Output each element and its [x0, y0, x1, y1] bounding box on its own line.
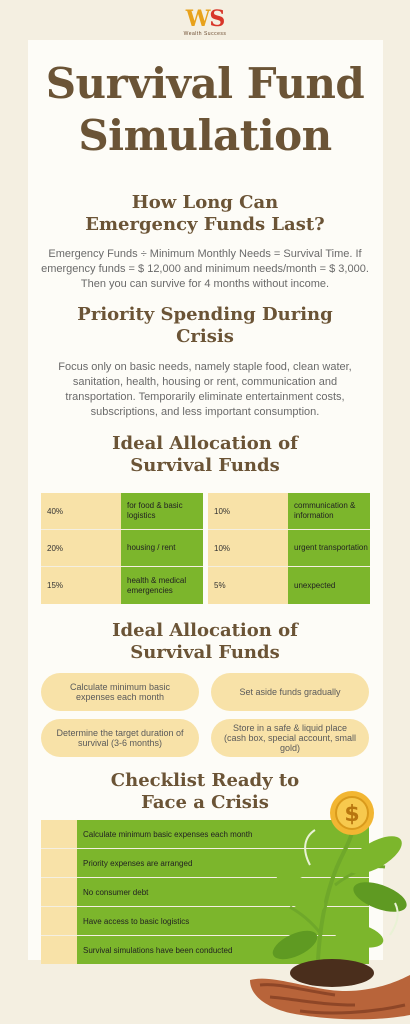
table-row [208, 567, 370, 604]
allocation-percent: 15% [41, 567, 121, 604]
section4-heading [0, 620, 410, 664]
section4-heading-line2: Survival Funds [130, 642, 280, 663]
page-title [0, 58, 410, 162]
allocation-label: communication & information [288, 493, 370, 529]
brand-logo [0, 8, 410, 37]
section3-heading-line1: Ideal Allocation of [112, 433, 298, 454]
allocation-label: for food & basic logistics [121, 493, 203, 529]
step-pill: Store in a safe & liquid place (cash box, special account, small gold) [211, 719, 369, 757]
section1-body: Emergency Funds ÷ Minimum Monthly Needs = Survival Time. If emergency funds = $ 12,000 and minimum needs/month = $ 3,000. Then you can survive for 4 months without income. [41, 248, 369, 290]
checklist-label: Calculate minimum basic expenses each month [77, 820, 369, 848]
step-pill: Calculate minimum basic expenses each month [41, 673, 199, 711]
dollar-coin-icon [330, 791, 374, 835]
section5-heading-line2: Face a Crisis [141, 792, 269, 813]
allocation-percent: 10% [208, 530, 288, 566]
table-row [41, 530, 203, 567]
cupped-hands-icon [250, 959, 410, 1019]
logo-subtitle: Wealth Success [183, 31, 227, 37]
allocation-percent: 5% [208, 567, 288, 604]
section1-heading-line2: Emergency Funds Last? [85, 214, 325, 235]
allocation-table-left [41, 493, 203, 604]
allocation-percent: 20% [41, 530, 121, 566]
checkbox[interactable] [41, 936, 77, 964]
page-title-line2: Simulation [78, 111, 332, 160]
allocation-label: urgent transportation [288, 530, 370, 566]
checkbox[interactable] [41, 878, 77, 906]
checklist-label: Priority expenses are arranged [77, 849, 369, 877]
checklist-label: Survival simulations have been conducted [77, 936, 369, 964]
allocation-label: housing / rent [121, 530, 203, 566]
section1-heading-line1: How Long Can [131, 192, 279, 213]
allocation-table-right [208, 493, 370, 604]
section4-heading-line1: Ideal Allocation of [112, 620, 298, 641]
logo-letter-w: W [185, 6, 210, 32]
checkbox[interactable] [41, 849, 77, 877]
logo-mark [0, 8, 410, 30]
table-row [208, 530, 370, 567]
checklist-label: No consumer debt [77, 878, 369, 906]
page-title-line1: Survival Fund [45, 59, 365, 108]
money-plant-illustration [240, 785, 410, 1024]
allocation-percent: 40% [41, 493, 121, 529]
allocation-percent: 10% [208, 493, 288, 529]
step-pill: Set aside funds gradually [211, 673, 369, 711]
table-row [208, 493, 370, 530]
section1-heading [0, 192, 410, 236]
allocation-label: health & medical emergencies [121, 567, 203, 604]
table-row [41, 567, 203, 604]
section2-heading-line1: Priority Spending During [77, 304, 333, 325]
section3-heading-line2: Survival Funds [130, 455, 280, 476]
checkbox[interactable] [41, 907, 77, 935]
table-row [41, 493, 203, 530]
logo-letter-s: S [209, 6, 225, 32]
section3-heading [0, 433, 410, 477]
step-pill: Determine the target duration of survival (3-6 months) [41, 719, 199, 757]
section5-heading-line1: Checklist Ready to [110, 770, 300, 791]
checklist-label: Have access to basic logistics [77, 907, 369, 935]
sprout-plant-icon [269, 820, 410, 965]
allocation-label: unexpected [288, 567, 370, 604]
section2-body: Focus only on basic needs, namely staple food, clean water, sanitation, health, housing or rent, communication and transportation. Temporarily eliminate entertainment costs, subscriptions, and less important consumption. [58, 361, 352, 418]
section2-heading-line2: Crisis [176, 326, 234, 347]
checkbox[interactable] [41, 820, 77, 848]
svg-text:$: $ [344, 802, 360, 827]
section2-heading [0, 304, 410, 348]
